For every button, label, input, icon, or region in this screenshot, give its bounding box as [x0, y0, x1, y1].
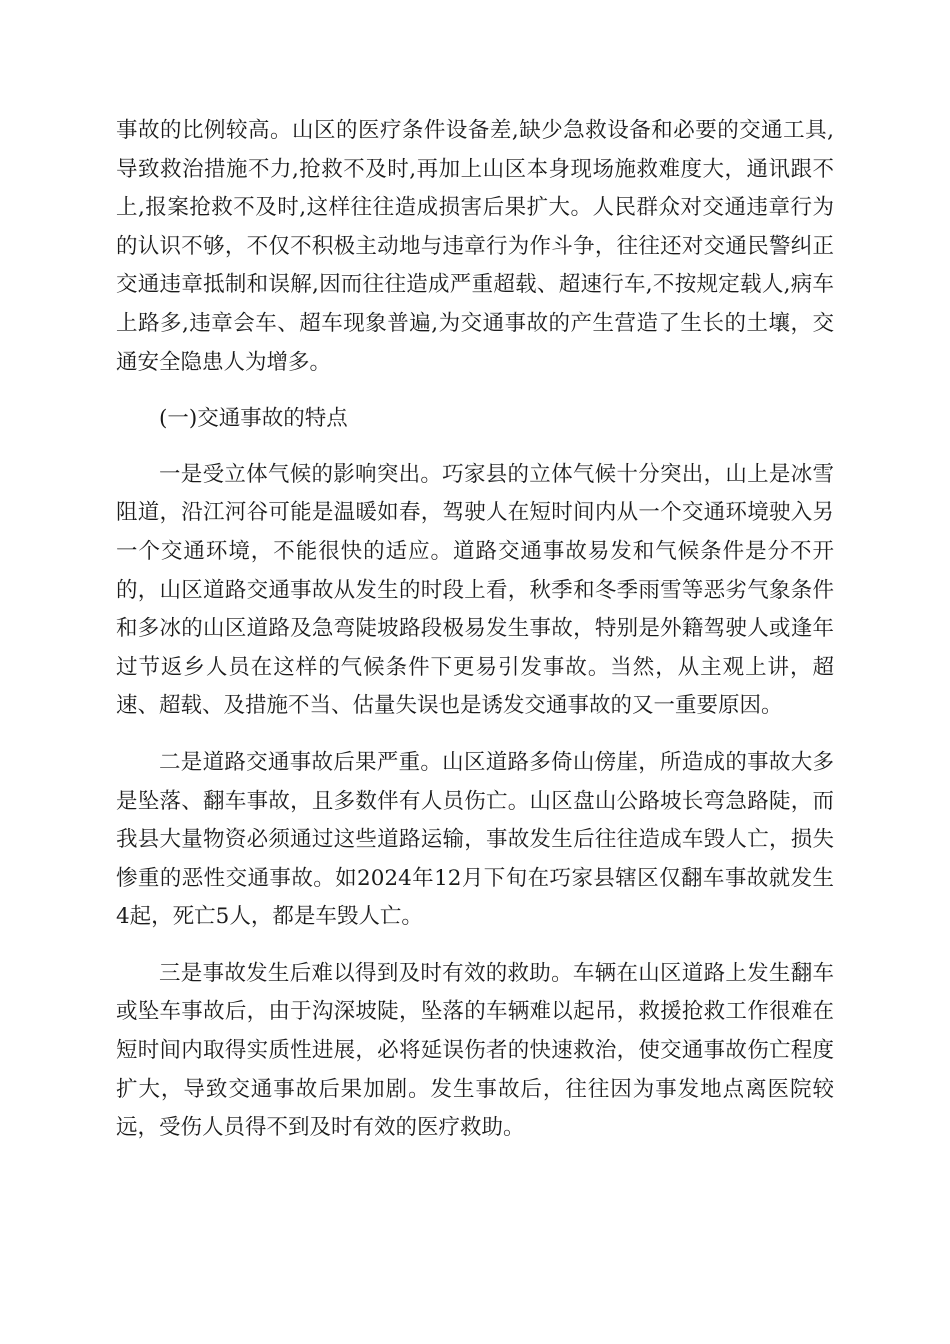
paragraph-continued: 事故的比例较高。山区的医疗条件设备差,缺少急救设备和必要的交通工具,导致救治措施不力,抢救不及时,再加上山区本身现场施救难度大，通讯跟不上,报案抢救不及时,这样往往造成损害后果扩大。人民群众对交通违章行为的认识不够，不仅不积极主动地与违章行为作斗争，往往还对交通民警纠正交通违章抵制和误解,因而往往造成严重超载、超速行车,不按规定载人,病车上路多,违章会车、超车现象普遍,为交通事故的产生营造了生长的土壤，交通安全隐患人为增多。	[116, 118, 834, 375]
paragraph-severity: 二是道路交通事故后果严重。山区道路多倚山傍崖，所造成的事故大多是坠落、翻车事故，且多数伴有人员伤亡。山区盘山公路坡长弯急路陡，而我县大量物资必须通过这些道路运输，事故发生后往往造成车毁人亡，损失惨重的恶性交通事故。如2024年12月下旬在巧家县辖区仅翻车事故就发生4起，死亡5人，都是车毁人亡。	[116, 749, 834, 930]
section-heading: (一)交通事故的特点	[159, 406, 348, 432]
document-body	[116, 112, 834, 1166]
paragraph-climate: 一是受立体气候的影响突出。巧家县的立体气候十分突出，山上是冰雪阻道，沿江河谷可能是温暖如春，驾驶人在短时间内从一个交通环境驶入另一个交通环境，不能很快的适应。道路交通事故易发和气候条件是分不开的，山区道路交通事故从发生的时段上看，秋季和冬季雨雪等恶劣气象条件和多冰的山区道路及急弯陡坡路段极易发生事故，特别是外籍驾驶人或逢年过节返乡人员在这样的气候条件下更易引发事故。当然，从主观上讲，超速、超载、及措施不当、估量失误也是诱发交通事故的又一重要原因。	[116, 461, 834, 719]
paragraph-rescue: 三是事故发生后难以得到及时有效的救助。车辆在山区道路上发生翻车或坠车事故后，由于沟深坡陡，坠落的车辆难以起吊，救援抢救工作很难在短时间内取得实质性进展，必将延误伤者的快速救治，使交通事故伤亡程度扩大，导致交通事故后果加剧。发生事故后，往往因为事发地点离医院较远，受伤人员得不到及时有效的医疗救助。	[116, 960, 834, 1141]
